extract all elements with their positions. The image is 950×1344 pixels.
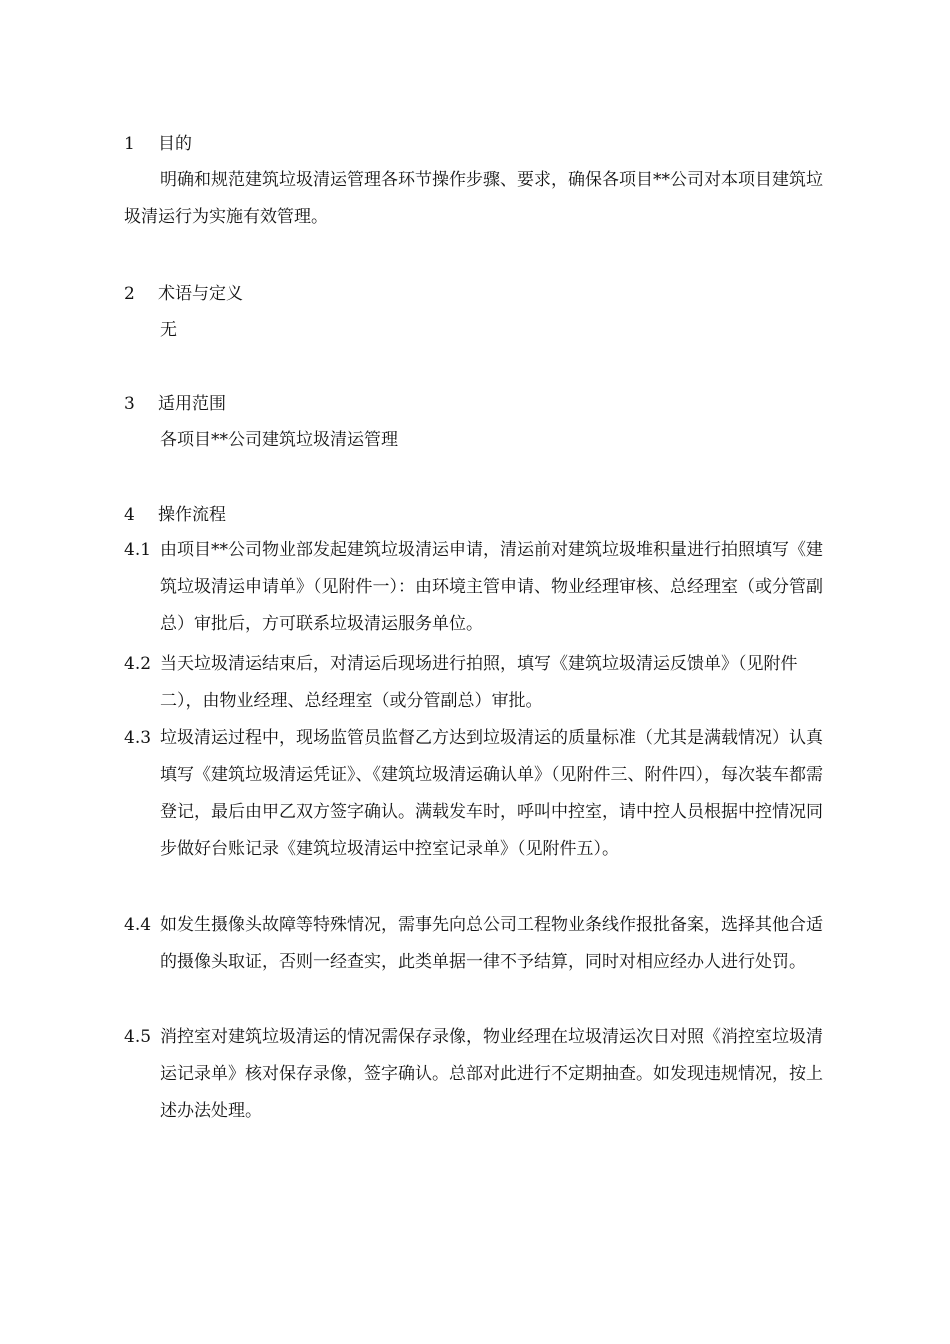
- section-4-heading: [124, 501, 226, 529]
- item-text: 垃圾清运过程中，现场监管员监督乙方达到垃圾清运的质量标准（尤其是满载情况）认真填写《建筑垃圾清运凭证》、《建筑垃圾清运确认单》（见附件三、附件四），每次装车都需登记，最后由甲乙双方签字确认。满载发车时，呼叫中控室，请中控人员根据中控情况同步做好台账记录《建筑垃圾清运中控室记录单》（见附件五）。: [160, 728, 823, 859]
- item-text: 由项目**公司物业部发起建筑垃圾清运申请，清运前对建筑垃圾堆积量进行拍照填写《建筑垃圾清运申请单》（见附件一）：由环境主管申请、物业经理审核、总经理室（或分管副总）审批后，方可联系垃圾清运服务单位。: [160, 540, 823, 634]
- list-item: [124, 532, 836, 643]
- section-number: 1: [124, 134, 135, 154]
- item-text: 消控室对建筑垃圾清运的情况需保存录像，物业经理在垃圾清运次日对照《消控室垃圾清运记录单》核对保存录像，签字确认。总部对此进行不定期抽查。如发现违规情况，按上述办法处理。: [160, 1027, 823, 1121]
- section-number: 2: [124, 284, 135, 304]
- section-title: 目的: [158, 134, 192, 154]
- section-3-body: 各项目**公司建筑垃圾清运管理: [160, 430, 398, 450]
- list-item: [124, 646, 836, 720]
- section-title: 术语与定义: [158, 284, 243, 304]
- item-number: 4.1: [124, 540, 152, 560]
- item-text: 当天垃圾清运结束后，对清运后现场进行拍照，填写《建筑垃圾清运反馈单》（见附件二），由物业经理、总经理室（或分管副总）审批。: [160, 654, 798, 711]
- item-text: 如发生摄像头故障等特殊情况，需事先向总公司工程物业条线作报批备案，选择其他合适的摄像头取证，否则一经查实，此类单据一律不予结算，同时对相应经办人进行处罚。: [160, 915, 823, 972]
- item-number: 4.5: [124, 1027, 152, 1047]
- item-number: 4.3: [124, 728, 152, 748]
- list-item: [124, 907, 836, 981]
- item-number: 4.4: [124, 915, 152, 935]
- list-item: [124, 720, 836, 868]
- section-2-body: 无: [160, 320, 177, 340]
- section-3-heading: [124, 390, 226, 418]
- section-title: 操作流程: [158, 505, 226, 525]
- item-number: 4.2: [124, 654, 152, 674]
- list-item: [124, 1019, 836, 1130]
- section-1-heading: [124, 130, 192, 158]
- section-2-heading: [124, 280, 243, 308]
- section-number: 3: [124, 394, 135, 414]
- section-1-body: 明确和规范建筑垃圾清运管理各环节操作步骤、要求，确保各项目**公司对本项目建筑垃圾清运行为实施有效管理。: [124, 170, 823, 227]
- section-title: 适用范围: [158, 394, 226, 414]
- section-number: 4: [124, 505, 135, 525]
